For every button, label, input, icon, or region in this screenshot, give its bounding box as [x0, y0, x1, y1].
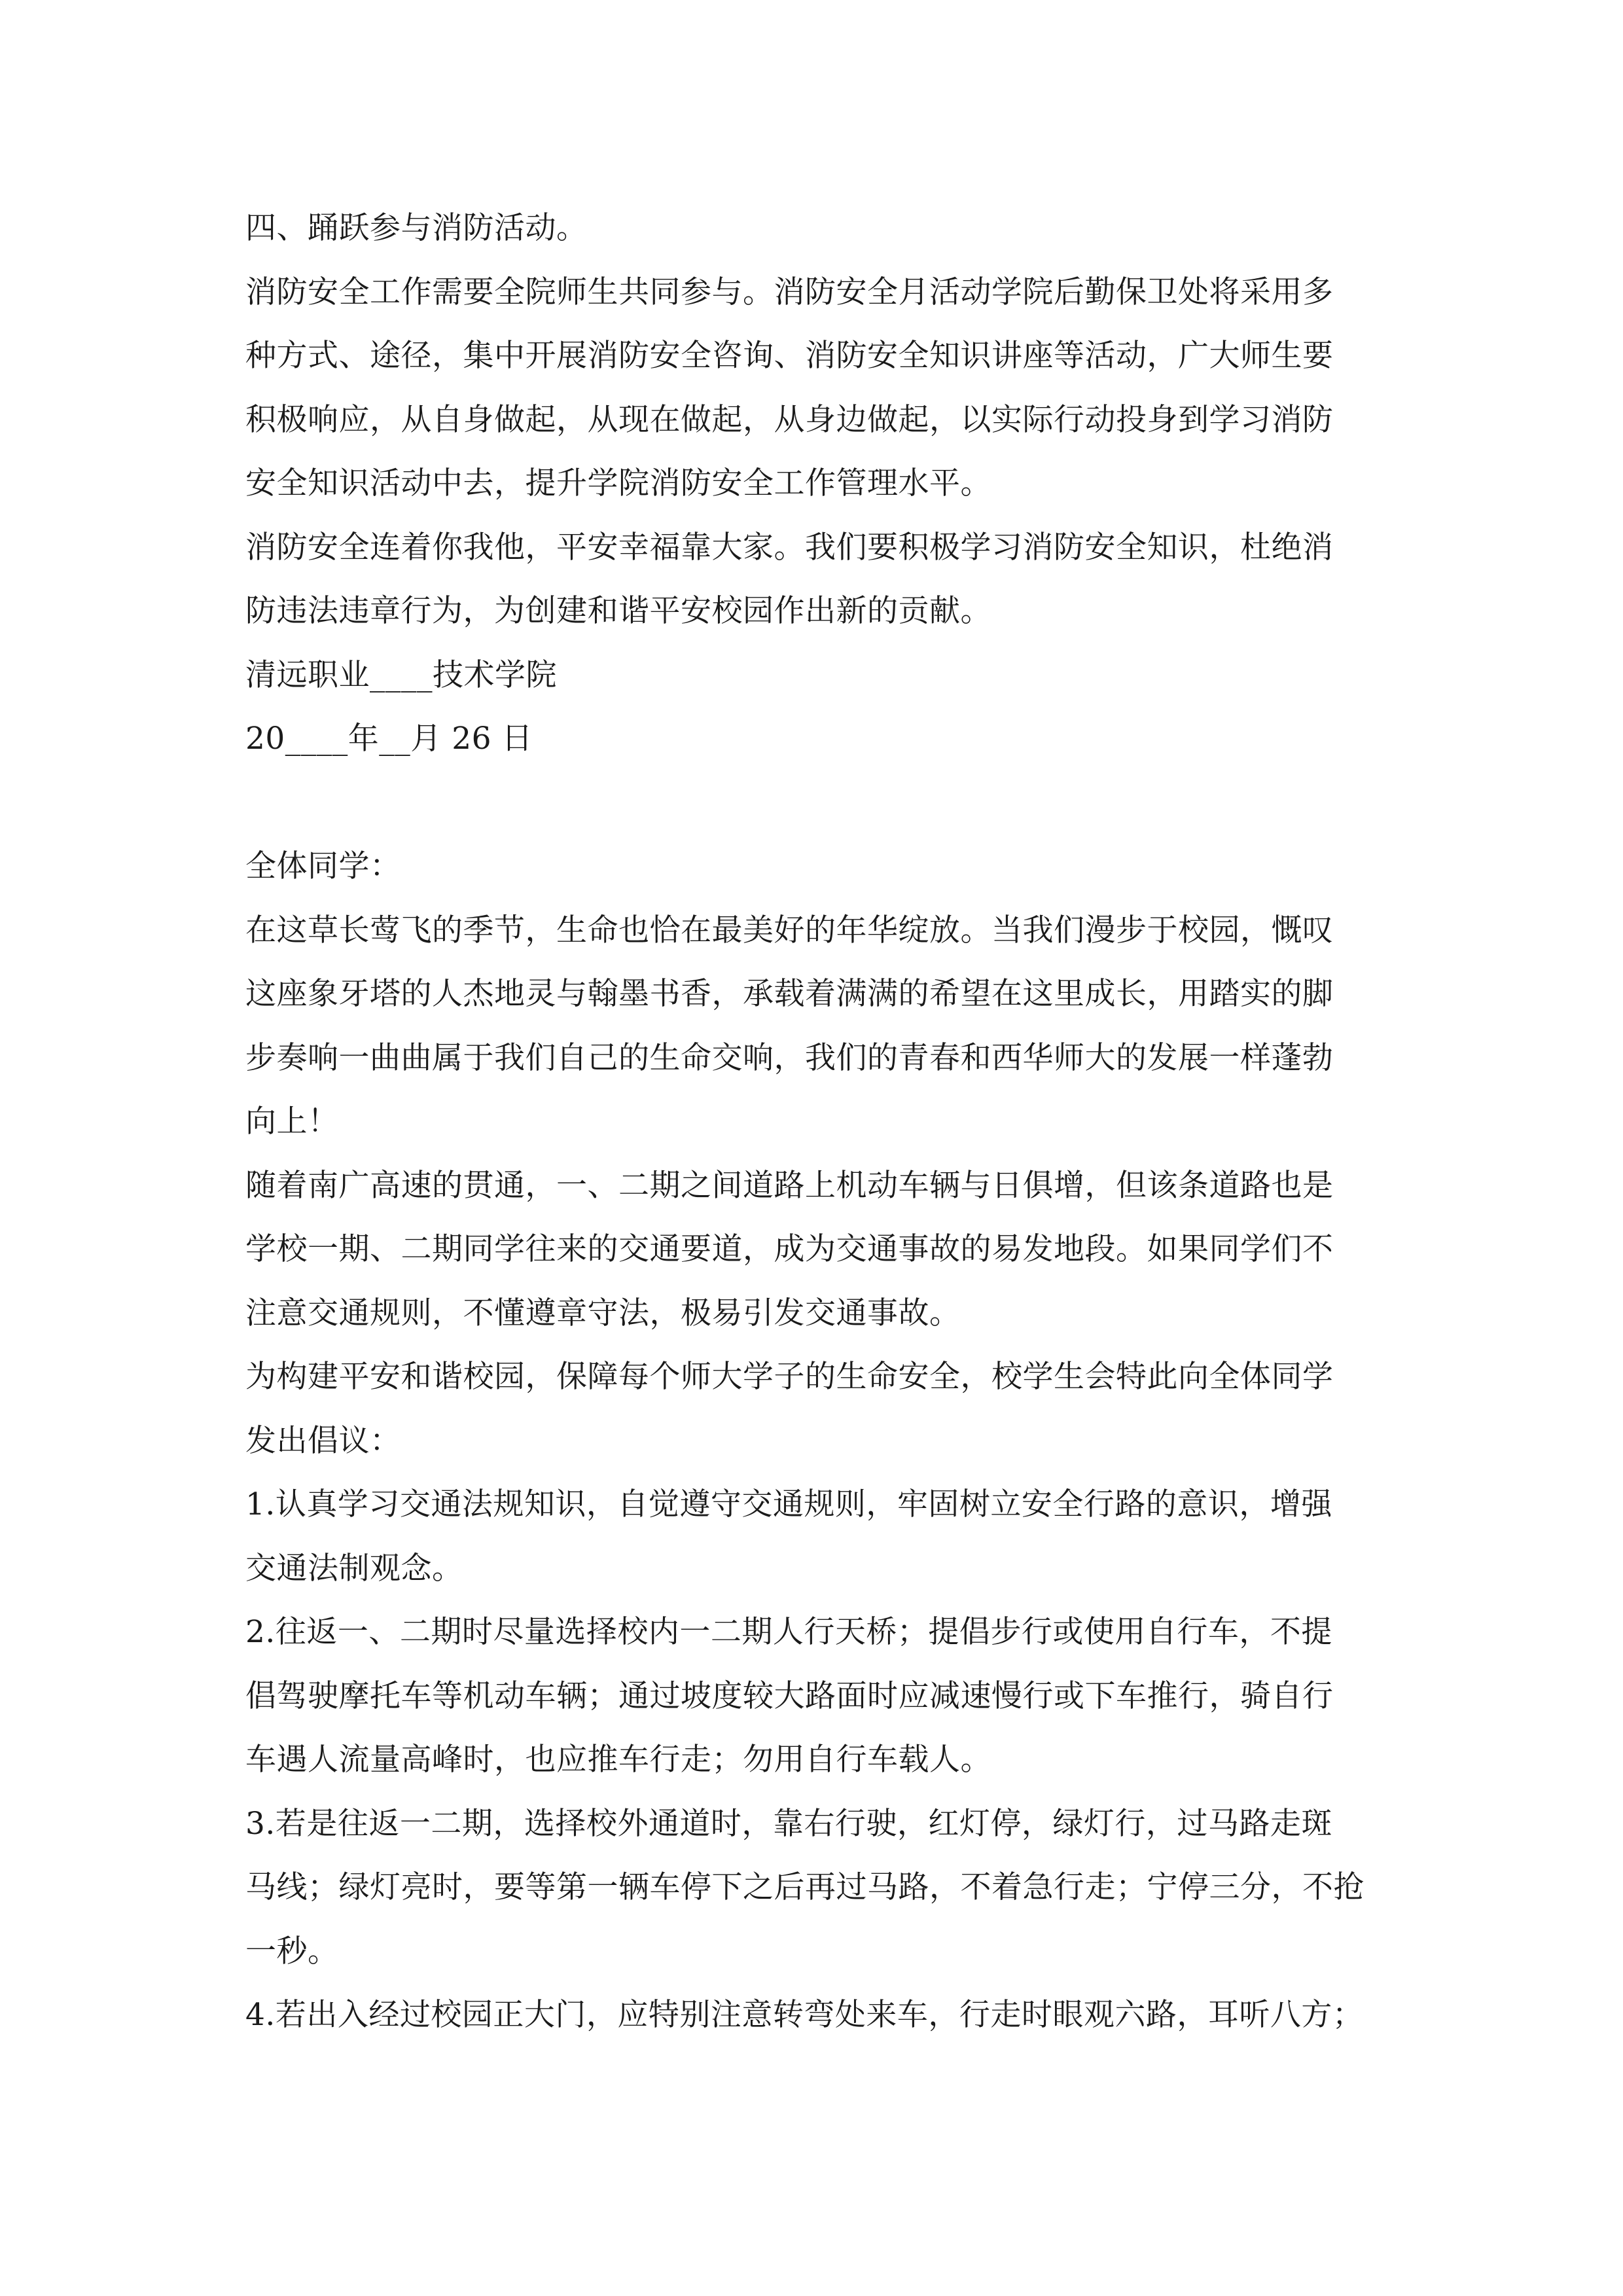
- text-line: 在这草长莺飞的季节，生命也恰在最美好的年华绽放。当我们漫步于校园，慨叹: [245, 912, 1334, 948]
- text-line: 为构建平安和谐校园，保障每个师大学子的生命安全，校学生会特此向全体同学: [245, 1359, 1334, 1395]
- paragraph: [245, 516, 1384, 643]
- list-item: [245, 1983, 1384, 2047]
- text-line: 交通法制观念。: [245, 1550, 463, 1587]
- list-item: [245, 1473, 1384, 1600]
- document-body: [245, 196, 1384, 2047]
- text-line: 防违法违章行为，为创建和谐平安校园作出新的贡献。: [245, 593, 991, 629]
- text-line: 马线；绿灯亮时，要等第一辆车停下之后再过马路，不着急行走；宁停三分，不抢: [245, 1869, 1364, 1905]
- date-line: 20____年__月 26 日: [245, 721, 533, 757]
- text-line: 消防安全连着你我他，平安幸福靠大家。我们要积极学习消防安全知识，杜绝消: [245, 529, 1334, 565]
- list-item: [245, 1600, 1384, 1792]
- text-line: 1.认真学习交通法规知识，自觉遵守交通规则，牢固树立安全行路的意识，增强: [245, 1486, 1332, 1522]
- paragraph: [245, 1345, 1384, 1473]
- text-line: 种方式、途径，集中开展消防安全咨询、消防安全知识讲座等活动，广大师生要: [245, 338, 1334, 374]
- text-line: 2.往返一、二期时尽量选择校内一二期人行天桥；提倡步行或使用自行车，不提: [245, 1614, 1332, 1650]
- paragraph: [245, 899, 1384, 1154]
- text-line: 倡驾驶摩托车等机动车辆；通过坡度较大路面时应减速慢行或下车推行，骑自行: [245, 1677, 1334, 1714]
- text-line: 学校一期、二期同学往来的交通要道，成为交通事故的易发地段。如果同学们不: [245, 1231, 1334, 1267]
- text-line: 4.若出入经过校园正大门，应特别注意转弯处来车，行走时眼观六路，耳听八方；: [245, 1997, 1364, 2033]
- text-line: 车遇人流量高峰时，也应推车行走；勿用自行车载人。: [245, 1742, 991, 1778]
- blank-gap: [245, 771, 1384, 835]
- text-line: 发出倡议：: [245, 1422, 401, 1459]
- list-item: [245, 1792, 1384, 1984]
- section-heading: 四、踊跃参与消防活动。: [245, 210, 588, 246]
- text-line: 随着南广高速的贯通，一、二期之间道路上机动车辆与日俱增，但该条道路也是: [245, 1167, 1334, 1204]
- text-line: 步奏响一曲曲属于我们自己的生命交响，我们的青春和西华师大的发展一样蓬勃: [245, 1039, 1334, 1076]
- signature-line: 清远职业____技术学院: [245, 656, 557, 693]
- text-line: 一秒。: [245, 1933, 339, 1969]
- text-line: 这座象牙塔的人杰地灵与翰墨书香，承载着满满的希望在这里成长，用踏实的脚: [245, 976, 1334, 1012]
- text-line: 3.若是往返一二期，选择校外通道时，靠右行驶，红灯停，绿灯行，过马路走斑: [245, 1805, 1332, 1842]
- text-line: 积极响应，从自身做起，从现在做起，从身边做起，以实际行动投身到学习消防: [245, 401, 1334, 438]
- greeting: 全体同学：: [245, 848, 401, 884]
- text-line: 消防安全工作需要全院师生共同参与。消防安全月活动学院后勤保卫处将采用多: [245, 274, 1334, 310]
- text-line: 注意交通规则，不懂遵章守法，极易引发交通事故。: [245, 1295, 961, 1331]
- text-line: 向上！: [245, 1103, 339, 1139]
- paragraph: [245, 260, 1384, 516]
- paragraph: [245, 1154, 1384, 1346]
- text-line: 安全知识活动中去，提升学院消防安全工作管理水平。: [245, 465, 991, 501]
